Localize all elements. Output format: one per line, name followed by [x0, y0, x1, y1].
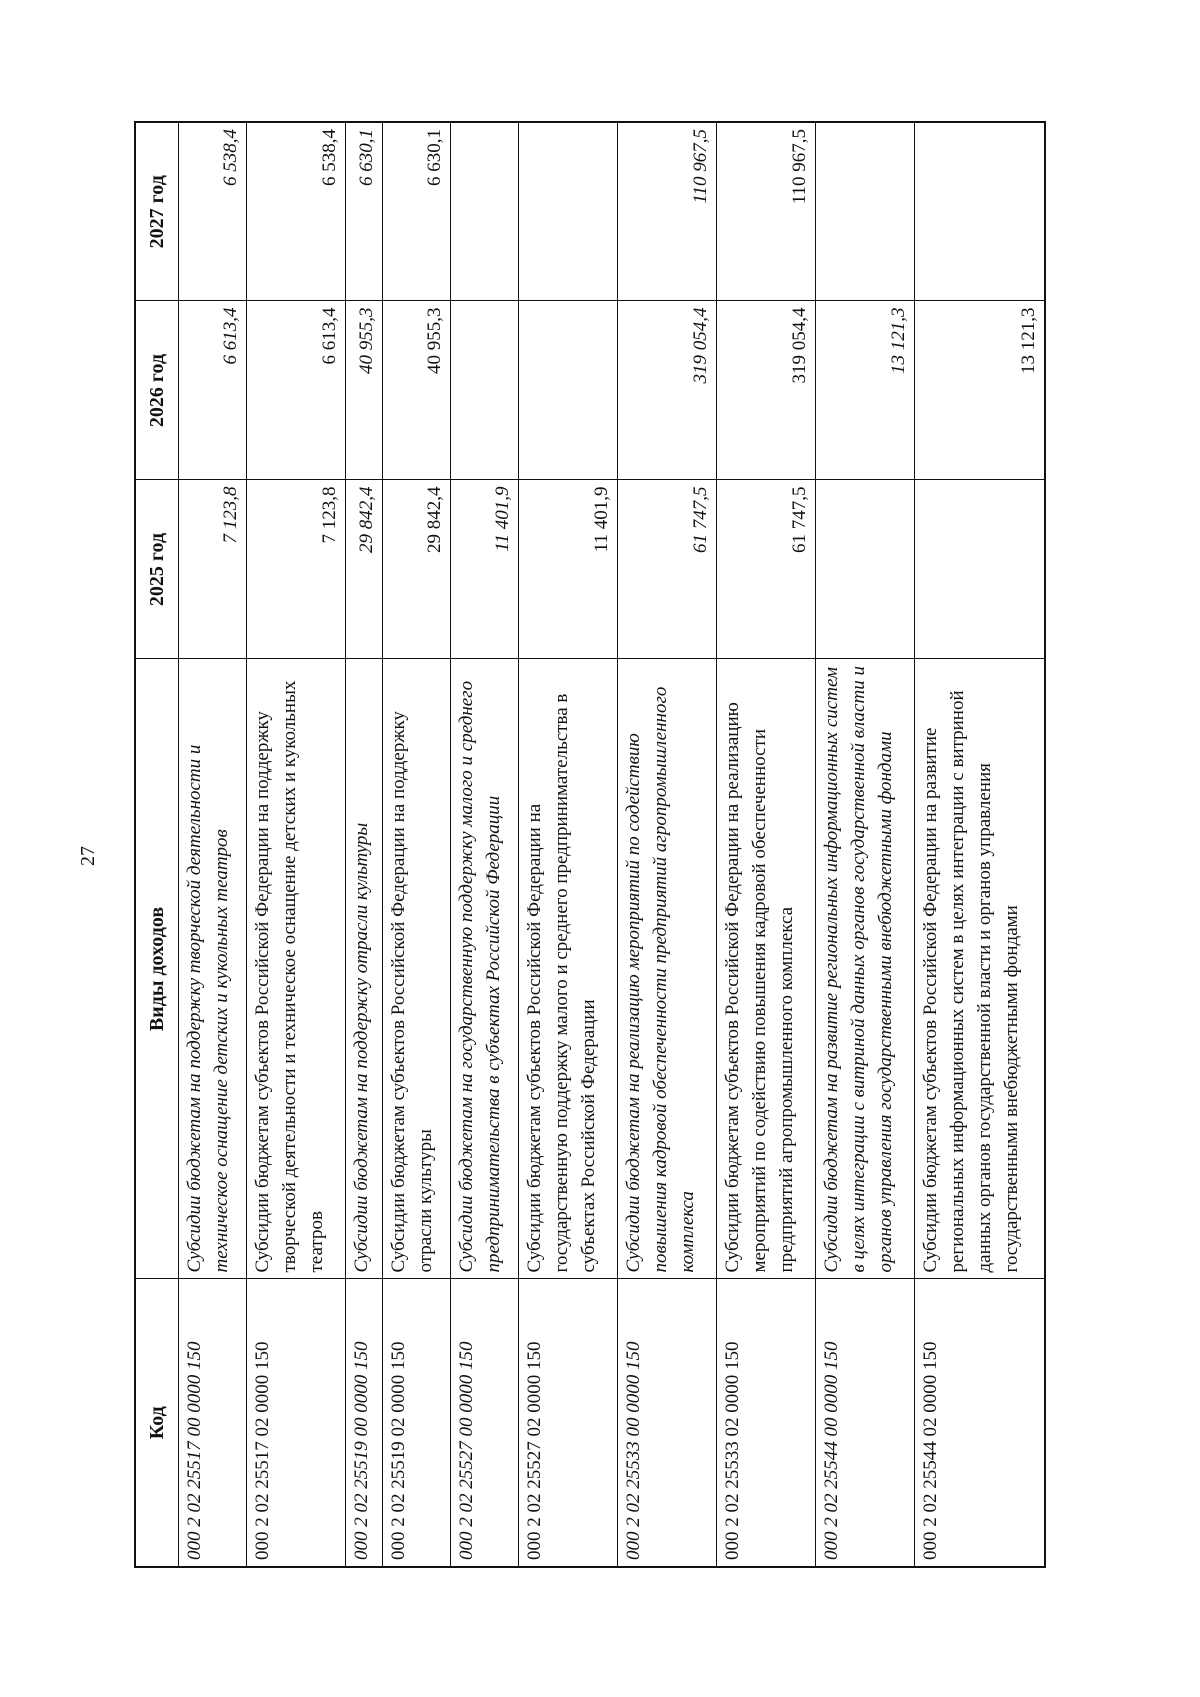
value-2026-cell: 40 955,3 [345, 301, 382, 480]
description-cell: Субсидии бюджетам субъектов Российской Федерации на государственную поддержку малого и среднего предпринимательства в субъектах Российской Федерации [518, 659, 617, 1279]
value-2025-cell [815, 480, 914, 659]
table-row [246, 122, 345, 1567]
description-cell: Субсидии бюджетам на поддержку творческой деятельности и техническое оснащение детских и кукольных театров [179, 659, 247, 1279]
value-2025-cell: 11 401,9 [518, 480, 617, 659]
revenue-table [134, 121, 1046, 1568]
value-2025-cell: 29 842,4 [382, 480, 450, 659]
description-cell: Субсидии бюджетам субъектов Российской Федерации на развитие региональных информационных систем в целях интеграции с витриной данных органов государственной власти и органов управления государственными внебюджетными фондами [914, 659, 1045, 1279]
table-row [617, 122, 716, 1567]
value-2026-cell: 319 054,4 [716, 301, 815, 480]
header-2025: 2025 год [135, 480, 179, 659]
code-cell: 000 2 02 25519 02 0000 150 [382, 1279, 450, 1567]
code-cell: 000 2 02 25527 00 0000 150 [450, 1279, 518, 1567]
value-2025-cell: 61 747,5 [617, 480, 716, 659]
code-cell: 000 2 02 25519 00 0000 150 [345, 1279, 382, 1567]
value-2025-cell: 11 401,9 [450, 480, 518, 659]
value-2027-cell [914, 122, 1045, 301]
value-2025-cell: 61 747,5 [716, 480, 815, 659]
rotated-table-container [134, 122, 1046, 1568]
value-2027-cell: 6 630,1 [382, 122, 450, 301]
value-2025-cell: 29 842,4 [345, 480, 382, 659]
page-number: 27 [77, 846, 99, 866]
description-cell: Субсидии бюджетам на реализацию мероприятий по содействию повышения кадровой обеспеченности предприятий агропромышленного комплекса [617, 659, 716, 1279]
value-2027-cell: 110 967,5 [617, 122, 716, 301]
header-2026: 2026 год [135, 301, 179, 480]
header-code: Код [135, 1279, 179, 1567]
value-2026-cell [518, 301, 617, 480]
table-row [914, 122, 1045, 1567]
table-row [450, 122, 518, 1567]
value-2027-cell [815, 122, 914, 301]
code-cell: 000 2 02 25517 02 0000 150 [246, 1279, 345, 1567]
value-2027-cell: 6 538,4 [179, 122, 247, 301]
table-row [179, 122, 247, 1567]
code-cell: 000 2 02 25533 00 0000 150 [617, 1279, 716, 1567]
value-2025-cell [914, 480, 1045, 659]
code-cell: 000 2 02 25527 02 0000 150 [518, 1279, 617, 1567]
value-2026-cell: 13 121,3 [914, 301, 1045, 480]
value-2026-cell: 40 955,3 [382, 301, 450, 480]
value-2025-cell: 7 123,8 [246, 480, 345, 659]
value-2026-cell: 13 121,3 [815, 301, 914, 480]
value-2027-cell: 6 630,1 [345, 122, 382, 301]
value-2026-cell: 319 054,4 [617, 301, 716, 480]
value-2027-cell: 6 538,4 [246, 122, 345, 301]
description-cell: Субсидии бюджетам субъектов Российской Федерации на реализацию мероприятий по содействию повышения кадровой обеспеченности предприятий агропромышленного комплекса [716, 659, 815, 1279]
code-cell: 000 2 02 25544 00 0000 150 [815, 1279, 914, 1567]
value-2026-cell [450, 301, 518, 480]
code-cell: 000 2 02 25533 02 0000 150 [716, 1279, 815, 1567]
table-header-row [135, 122, 179, 1567]
description-cell: Субсидии бюджетам на поддержку отрасли культуры [345, 659, 382, 1279]
description-cell: Субсидии бюджетам на развитие региональных информационных систем в целях интеграции с витриной данных органов государственной власти и органов управления государственными внебюджетными фондами [815, 659, 914, 1279]
table-row [815, 122, 914, 1567]
table-row [518, 122, 617, 1567]
description-cell: Субсидии бюджетам субъектов Российской Федерации на поддержку творческой деятельности и техническое оснащение детских и кукольных театров [246, 659, 345, 1279]
header-2027: 2027 год [135, 122, 179, 301]
table-row [382, 122, 450, 1567]
value-2027-cell [450, 122, 518, 301]
code-cell: 000 2 02 25517 00 0000 150 [179, 1279, 247, 1567]
description-cell: Субсидии бюджетам субъектов Российской Федерации на поддержку отрасли культуры [382, 659, 450, 1279]
value-2027-cell: 110 967,5 [716, 122, 815, 301]
value-2027-cell [518, 122, 617, 301]
description-cell: Субсидии бюджетам на государственную поддержку малого и среднего предпринимательства в субъектах Российской Федерации [450, 659, 518, 1279]
code-cell: 000 2 02 25544 02 0000 150 [914, 1279, 1045, 1567]
header-description: Виды доходов [135, 659, 179, 1279]
value-2026-cell: 6 613,4 [246, 301, 345, 480]
table-row [345, 122, 382, 1567]
value-2025-cell: 7 123,8 [179, 480, 247, 659]
value-2026-cell: 6 613,4 [179, 301, 247, 480]
table-row [716, 122, 815, 1567]
